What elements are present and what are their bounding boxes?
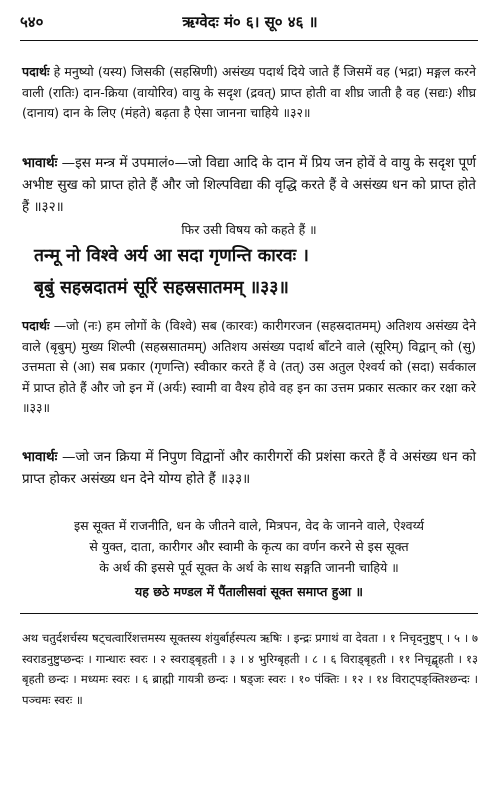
- summary-line-2: से युक्त, दाता, कारीगर और स्वामी के कृत्य का वर्णन करने से इस सूक्त: [89, 539, 409, 554]
- summary-line-1: इस सूक्त में राजनीति, धन के जीतने वाले, मित्रपन, वेद के जानने वाले, ऐश्वर्य्य: [74, 518, 424, 533]
- summary-line-3: के अर्थ की इससे पूर्व सूक्त के अर्थ के साथ सङ्गति जाननी चाहिये ॥: [99, 560, 399, 575]
- bhavartha-label: भावार्थः: [22, 449, 58, 465]
- bhavartha-32: [22, 152, 476, 218]
- intro-line: फिर उसी विषय को कहते हैं ॥: [181, 222, 317, 237]
- padartha-text: हे मनुष्यो (यस्य) जिसकी (सहस्रिणी) असंख्य पदार्थ दिये जाते हैं जिसमें वह (भद्रा) मङ्गल करने वाली (रातिः) दान-क्रिया (वायोरिव) वायु के सदृश (द्रवत्) प्राप्त होती वा शीघ्र जाती है वह (सद्यः) शीघ्र (दानाय) दान के लिए (मंहते) बढ़ता है ऐसा जानना चाहिये ॥३२॥: [22, 64, 476, 120]
- bhavartha-33: [22, 446, 476, 490]
- running-title: ऋग्वेदः मं० ६। सू० ४६ ॥: [182, 13, 318, 31]
- mantra-line-2: बृबुं सहस्रदातमं सूरिं सहस्रसातमम् ॥३३॥: [34, 278, 289, 298]
- header-rule: [20, 40, 478, 41]
- page-number: ५४०: [20, 13, 44, 31]
- padartha-label: पदार्थः: [22, 318, 50, 333]
- bhavartha-label: भावार्थः: [22, 155, 58, 171]
- padartha-text: —जो (नः) हम लोगों के (विश्वे) सब (कारवः) कारीगरजन (सहस्रदातमम्) अतिशय असंख्य देने वाले (बृबुम्) मुख्य शिल्पी (सहस्रसातमम्) अतिशय असंख्य पदार्थ बाँटने वाले (सूरिम्) विद्वान् को (सु) उत्तमता से (आ) सब प्रकार (गृणन्ति) स्वीकार करते हैं वे (तत्) उस अतुल ऐश्वर्य को (सदा) सर्वकाल में प्राप्त होते हैं और जो इन में (अर्यः) स्वामी वा वैश्य होवे वह इन का उत्तम प्रकार सत्कार कर रक्षा करे ॥३३॥: [22, 318, 477, 415]
- mantra-line-1: तन्मू नो विश्वे अर्य आ सदा गृणन्ति कारवः ।: [34, 246, 309, 266]
- padartha-32: [22, 62, 476, 124]
- next-sukta-intro: अथ चतुर्दशर्चस्य षट्चत्वारिंशत्तमस्य सूक्तस्य शंयुर्बार्हस्पत्य ऋषिः । इन्द्रः प्रगाथं वा देवता । १ निचृदनुष्टुप् । ५ । ७ स्वराडनुष्टुप्छन्दः । गान्धारः स्वरः । २ स्वराड्बृहती । ३ । ४ भुरिग्बृहती । ८ । ६ विराड्बृहती । ११ निचृद्बृहती । १३ बृहती छन्दः । मध्यमः स्वरः । ६ ब्राह्मी गायत्री छन्दः । षड्जः स्वरः । १० पंक्तिः । १२ । १४ विराट्पङ्क्तिश्छन्दः । पञ्चमः स्वरः ॥: [22, 631, 478, 707]
- page-header: [20, 12, 480, 36]
- section-rule: [20, 613, 478, 614]
- padartha-label: पदार्थः: [22, 64, 50, 79]
- closing-line: यह छठे मण्डल में पैंतालीसवां सूक्त समाप्त हुआ ॥: [135, 584, 363, 599]
- bhavartha-text: —इस मन्त्र में उपमालं०—जो विद्या आदि के दान में प्रिय जन होवें वे वायु के सदृश पूर्ण अभीष्ट सुख को प्राप्त होते हैं और जो शिल्पविद्या की वृद्धि करते हैं वे असंख्य धन को प्राप्त होते हैं ॥३२॥: [22, 155, 476, 215]
- bhavartha-text: —जो जन क्रिया में निपुण विद्वानों और कारीगरों की प्रशंसा करते हैं वे असंख्य धन को प्राप्त होकर असंख्य धन देने योग्य होते हैं ॥३३॥: [22, 449, 476, 487]
- padartha-33: [22, 316, 476, 419]
